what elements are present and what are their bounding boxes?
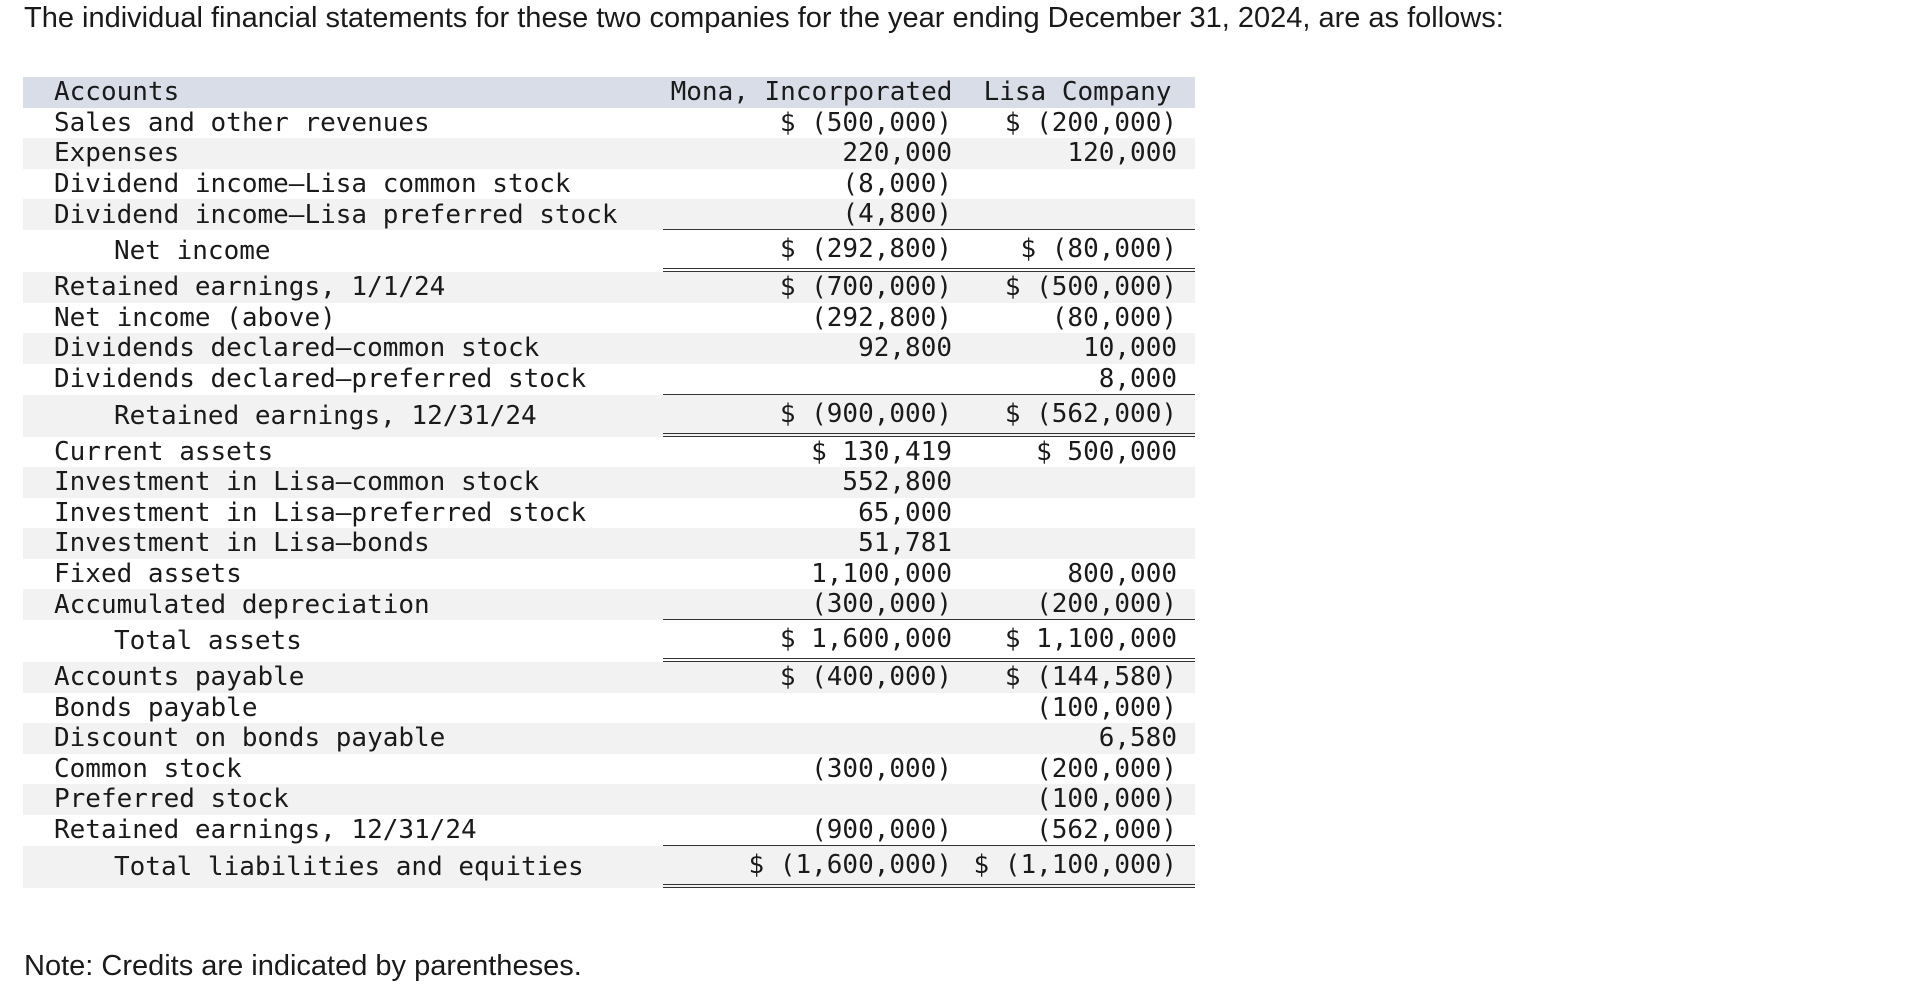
lisa-value: (562,000) (960, 815, 1195, 846)
table-row (23, 662, 1195, 693)
row-label: Fixed assets (54, 558, 242, 589)
lisa-value: $ 1,100,000 (960, 620, 1195, 662)
mona-value: $ 130,419 (811, 436, 952, 467)
lisa-value: 800,000 (1067, 558, 1177, 589)
lisa-value (960, 467, 1195, 498)
row-label: Dividends declared—preferred stock (54, 364, 587, 394)
lisa-value: $ (1,100,000) (960, 846, 1195, 888)
mona-value (663, 364, 960, 395)
mona-value: 65,000 (858, 497, 952, 528)
table-row (23, 589, 1195, 620)
table-row (23, 528, 1195, 559)
lisa-value: $ (562,000) (960, 395, 1195, 437)
lisa-value (960, 169, 1195, 200)
row-label: Retained earnings, 12/31/24 (54, 815, 477, 845)
row-label: Discount on bonds payable (23, 723, 663, 754)
mona-value: 1,100,000 (811, 558, 952, 589)
mona-value (663, 723, 960, 754)
lisa-value (960, 528, 1195, 559)
row-label: Total assets (114, 626, 302, 656)
lisa-value (960, 199, 1195, 230)
lisa-value (960, 498, 1195, 529)
financial-statements-table (23, 77, 1195, 888)
mona-value: 92,800 (663, 333, 960, 364)
table-row (23, 108, 1195, 139)
mona-value: $ (292,800) (663, 230, 960, 272)
mona-value: (292,800) (811, 302, 952, 333)
row-label: Dividends declared—common stock (23, 333, 663, 364)
mona-value: 51,781 (663, 528, 960, 559)
row-label: Retained earnings, 1/1/24 (23, 272, 663, 303)
row-label: Investment in Lisa—common stock (23, 467, 663, 498)
table-row (23, 303, 1195, 334)
row-label: Accumulated depreciation (23, 589, 663, 620)
header-mona: Mona, Incorporated (663, 77, 960, 108)
intro-text: The individual financial statements for these two companies for the year ending December 31, 2024, are as follows: (24, 2, 1504, 34)
mona-value: 220,000 (663, 138, 960, 169)
table-row (23, 467, 1195, 498)
table-row (23, 437, 1195, 468)
table-row (23, 815, 1195, 846)
row-label: Net income (114, 236, 271, 266)
table-row (23, 169, 1195, 200)
table-row (23, 498, 1195, 529)
mona-value: (300,000) (811, 753, 952, 784)
subtotal-row (23, 395, 1195, 437)
mona-value: (300,000) (663, 589, 960, 620)
mona-value (663, 784, 960, 815)
row-label: Investment in Lisa—preferred stock (54, 497, 587, 528)
row-label: Current assets (54, 436, 274, 467)
table-row (23, 784, 1195, 815)
lisa-value: $ (200,000) (1004, 107, 1177, 138)
lisa-value: (200,000) (960, 589, 1195, 620)
mona-value: $ 1,600,000 (663, 620, 960, 662)
lisa-value: (80,000) (1051, 302, 1177, 333)
mona-value: (8,000) (842, 168, 952, 199)
row-label: Investment in Lisa—bonds (23, 528, 663, 559)
table-row (23, 272, 1195, 303)
mona-value (663, 693, 960, 724)
table-row (23, 364, 1195, 395)
mona-value: 552,800 (663, 467, 960, 498)
mona-value: $ (1,600,000) (663, 846, 960, 888)
lisa-value: $ 500,000 (1036, 436, 1177, 467)
row-label: Total liabilities and equities (23, 846, 663, 888)
lisa-value: 120,000 (960, 138, 1195, 169)
table-row (23, 199, 1195, 230)
table-row (23, 333, 1195, 364)
lisa-value: 10,000 (960, 333, 1195, 364)
lisa-value: $ (500,000) (960, 272, 1195, 303)
row-label: Retained earnings, 12/31/24 (23, 395, 663, 437)
subtotal-row (23, 620, 1195, 662)
table-header-row (23, 77, 1195, 108)
mona-value: (900,000) (663, 815, 960, 846)
table-row (23, 559, 1195, 590)
header-lisa: Lisa Company (960, 77, 1195, 108)
lisa-value: 6,580 (960, 723, 1195, 754)
lisa-value: 8,000 (960, 364, 1195, 395)
mona-value: $ (500,000) (779, 107, 952, 138)
table-row (23, 693, 1195, 724)
mona-value: $ (900,000) (663, 395, 960, 437)
lisa-value: (100,000) (960, 784, 1195, 815)
table-row (23, 138, 1195, 169)
mona-value: $ (700,000) (663, 272, 960, 303)
row-label: Dividend income—Lisa preferred stock (23, 199, 663, 230)
row-label: Bonds payable (54, 692, 258, 723)
subtotal-row (23, 846, 1195, 888)
row-label: Common stock (54, 753, 242, 784)
mona-value: (4,800) (663, 199, 960, 230)
lisa-value: (200,000) (1036, 753, 1177, 784)
row-label: Dividend income—Lisa common stock (54, 168, 571, 199)
lisa-value: (100,000) (1036, 692, 1177, 723)
subtotal-row (23, 230, 1195, 272)
table-row (23, 754, 1195, 785)
table-row (23, 723, 1195, 754)
mona-value: $ (400,000) (663, 662, 960, 693)
note-text: Note: Credits are indicated by parentheses. (24, 950, 582, 982)
row-label: Sales and other revenues (54, 107, 430, 138)
row-label: Accounts payable (23, 662, 663, 693)
row-label: Preferred stock (23, 784, 663, 815)
row-label: Net income (above) (54, 302, 336, 333)
header-accounts: Accounts (23, 77, 663, 108)
lisa-value: $ (80,000) (960, 230, 1195, 272)
lisa-value: $ (144,580) (960, 662, 1195, 693)
row-label: Expenses (23, 138, 663, 169)
